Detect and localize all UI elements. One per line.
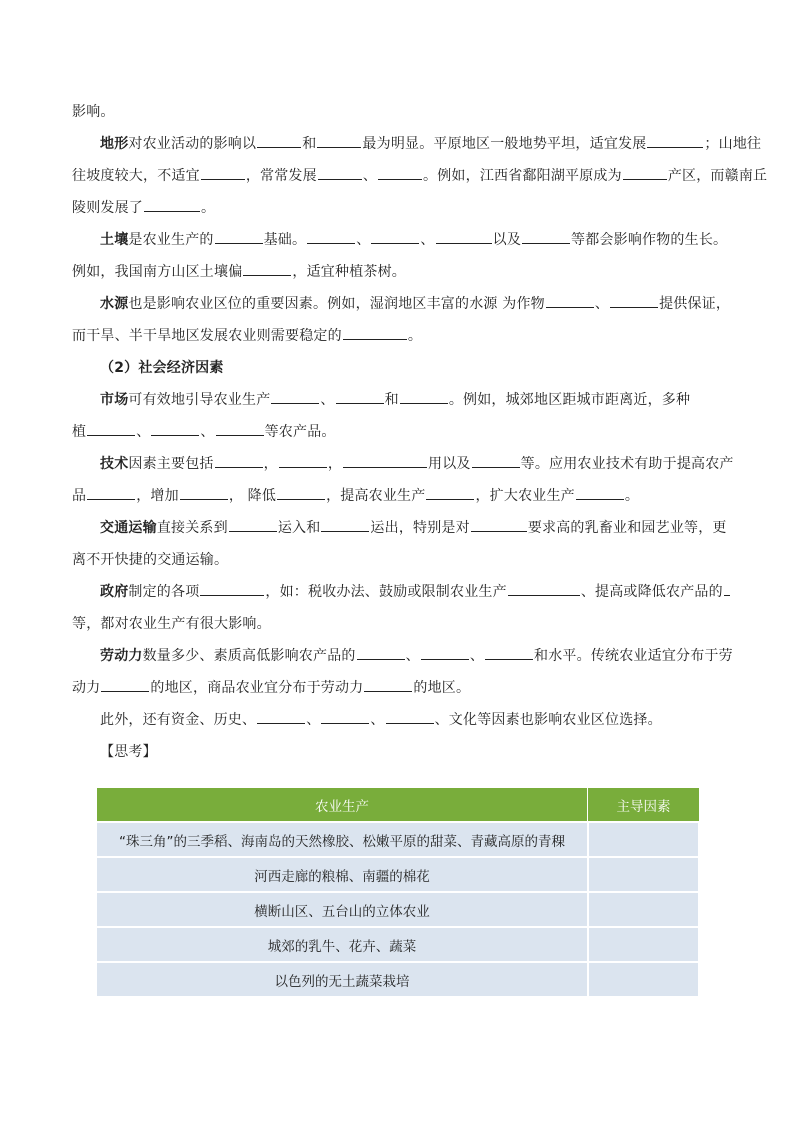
fill-in-blank[interactable] xyxy=(243,260,291,276)
keyword: 技术 xyxy=(100,456,129,472)
text-run: 要求高的乳畜业和园艺业等，更 xyxy=(527,520,727,536)
paragraph-line xyxy=(72,160,768,192)
fill-in-blank[interactable] xyxy=(421,644,469,660)
row-factor-cell[interactable] xyxy=(588,962,699,997)
fill-in-blank[interactable] xyxy=(386,708,434,724)
fill-in-blank[interactable] xyxy=(471,516,527,532)
text-run: 、文化等因素也影响农业区位选择。 xyxy=(434,712,662,728)
text-run: 是农业生产的 xyxy=(128,232,214,248)
text-run: ， xyxy=(263,456,278,472)
text-run: 、 xyxy=(594,296,610,312)
fill-in-blank[interactable] xyxy=(472,452,520,468)
header-agri-production: 农业生产 xyxy=(96,788,588,823)
row-factor-cell[interactable] xyxy=(588,892,699,927)
keyword: 水源 xyxy=(100,296,129,312)
text-body xyxy=(72,96,768,768)
header-dominant-factor: 主导因素 xyxy=(588,788,699,823)
text-run: 因素主要包括 xyxy=(128,456,214,472)
text-run: 、 xyxy=(356,232,371,248)
text-run: 基础。 xyxy=(263,232,307,248)
text-run: 数量多少、素质高低影响农产品的 xyxy=(142,648,356,664)
fill-in-blank[interactable] xyxy=(400,388,448,404)
fill-in-blank[interactable] xyxy=(364,676,412,692)
text-run: 离不开快捷的交通运输。 xyxy=(72,552,229,568)
fill-in-blank[interactable] xyxy=(436,228,492,244)
fill-in-blank[interactable] xyxy=(271,388,319,404)
fill-in-blank[interactable] xyxy=(317,132,361,148)
fill-in-blank[interactable] xyxy=(101,676,149,692)
keyword: 劳动力 xyxy=(100,648,143,664)
text-run: ；山地往 xyxy=(704,136,762,152)
text-run: 、 xyxy=(370,712,385,728)
text-run: 动力 xyxy=(72,680,101,696)
text-run: 提供保证， xyxy=(659,296,731,312)
fill-in-blank[interactable] xyxy=(229,516,277,532)
text-run: ，常常发展 xyxy=(245,168,317,184)
row-production-cell: 横断山区、五台山的立体农业 xyxy=(96,892,588,927)
text-run: ，增加 xyxy=(136,488,179,504)
text-run: ，扩大农业生产 xyxy=(475,488,575,504)
paragraph-line xyxy=(72,416,724,448)
text-run: 。 xyxy=(407,328,423,344)
fill-in-blank[interactable] xyxy=(215,228,263,244)
paragraph-line xyxy=(72,448,734,480)
text-run: 、 xyxy=(420,232,435,248)
fill-in-blank[interactable] xyxy=(201,164,245,180)
paragraph-line xyxy=(72,96,724,128)
paragraph-line xyxy=(72,512,727,544)
fill-in-blank[interactable] xyxy=(623,164,667,180)
paragraph-line xyxy=(72,480,724,512)
text-run: ， 降低 xyxy=(228,488,277,504)
text-run: 、 xyxy=(200,424,215,440)
fill-in-blank[interactable] xyxy=(144,196,200,212)
table-row xyxy=(96,892,699,927)
text-run: 运入和 xyxy=(277,520,321,536)
thinking-table xyxy=(95,787,700,998)
text-run: 、 xyxy=(306,712,321,728)
paragraph-line xyxy=(72,704,724,736)
text-run: 也是影响农业区位的重要因素。例如，湿润地区丰富的水源 为作物 xyxy=(128,296,545,312)
text-run: 、 xyxy=(320,392,335,408)
fill-in-blank[interactable] xyxy=(426,484,474,500)
text-run: 。 xyxy=(624,488,640,504)
text-run: 制定的各项 xyxy=(128,584,200,600)
text-run: ， xyxy=(327,456,343,472)
table-header-row xyxy=(96,788,699,823)
fill-in-blank[interactable] xyxy=(87,484,135,500)
text-run: 。例如，江西省鄱阳湖平原成为 xyxy=(423,168,622,184)
fill-in-blank[interactable] xyxy=(371,228,419,244)
text-run: 和水平。传统农业适宜分布于劳 xyxy=(534,648,733,664)
text-run: 品 xyxy=(72,488,87,504)
keyword: 土壤 xyxy=(100,232,129,248)
fill-in-blank[interactable] xyxy=(336,388,384,404)
text-run: 、 xyxy=(405,648,420,664)
fill-in-blank[interactable] xyxy=(321,516,369,532)
text-run: 【思考】 xyxy=(100,744,157,760)
paragraph-line xyxy=(72,128,762,160)
text-run: 对农业活动的影响以 xyxy=(128,136,257,152)
paragraph-line xyxy=(72,320,724,352)
text-run: 直接关系到 xyxy=(156,520,228,536)
paragraph-line xyxy=(72,640,733,672)
paragraph-line xyxy=(72,608,724,640)
fill-in-blank[interactable] xyxy=(522,228,570,244)
text-run: 等都会影响作物的生长。 xyxy=(571,232,728,248)
text-run: 和 xyxy=(302,136,317,152)
keyword: 政府 xyxy=(100,584,129,600)
text-run: 等农产品。 xyxy=(264,424,336,440)
text-run: 的地区，商品农业宜分布于劳动力 xyxy=(150,680,364,696)
paragraph-line xyxy=(72,352,724,384)
row-production-cell: 河西走廊的粮棉、南疆的棉花 xyxy=(96,857,588,892)
paragraph-line xyxy=(72,544,724,576)
fill-in-blank[interactable] xyxy=(200,580,264,596)
fill-in-blank[interactable] xyxy=(321,708,369,724)
text-run: 往坡度较大，不适宜 xyxy=(72,168,200,184)
fill-in-blank[interactable] xyxy=(87,420,135,436)
text-run: 以及 xyxy=(492,232,522,248)
paragraph-line xyxy=(72,672,724,704)
text-run: ，适宜种植茶树。 xyxy=(292,264,407,280)
row-production-cell: “珠三角”的三季稻、海南岛的天然橡胶、松嫩平原的甜菜、青藏高原的青稞 xyxy=(96,822,588,857)
table-row xyxy=(96,822,699,857)
text-run: 陵则发展了 xyxy=(72,200,143,216)
fill-in-blank[interactable] xyxy=(724,580,730,596)
paragraph-line xyxy=(72,224,728,256)
paragraph-line xyxy=(72,256,724,288)
text-run: 的地区。 xyxy=(413,680,471,696)
text-run: 、提高或降低农产品的 xyxy=(580,584,723,600)
paragraph-line xyxy=(72,288,731,320)
text-run: 。例如，城郊地区距城市距离近，多种 xyxy=(448,392,691,408)
text-run: 、 xyxy=(469,648,485,664)
text-run: 影响。 xyxy=(72,104,115,120)
table-row xyxy=(96,962,699,997)
row-production-cell: 以色列的无土蔬菜栽培 xyxy=(96,962,588,997)
text-run: 此外，还有资金、历史、 xyxy=(100,712,257,728)
paragraph-line xyxy=(72,576,724,608)
text-run: 。 xyxy=(201,200,216,216)
text-run: 用以及 xyxy=(428,456,471,472)
fill-in-blank[interactable] xyxy=(647,132,703,148)
text-run: 、 xyxy=(136,424,151,440)
text-run: 而干旱、半干旱地区发展农业则需要稳定的 xyxy=(72,328,342,344)
row-factor-cell[interactable] xyxy=(588,857,699,892)
fill-in-blank[interactable] xyxy=(215,452,263,468)
text-run: 可有效地引导农业生产 xyxy=(128,392,271,408)
fill-in-blank[interactable] xyxy=(485,644,533,660)
fill-in-blank[interactable] xyxy=(277,484,325,500)
text-run: 例如，我国南方山区土壤偏 xyxy=(72,264,243,280)
fill-in-blank[interactable] xyxy=(576,484,624,500)
text-run: 植 xyxy=(72,424,87,440)
fill-in-blank[interactable] xyxy=(610,292,658,308)
fill-in-blank[interactable] xyxy=(357,644,405,660)
text-run: 、 xyxy=(362,168,378,184)
keyword: 地形 xyxy=(100,136,129,152)
fill-in-blank[interactable] xyxy=(257,708,305,724)
keyword: （2）社会经济因素 xyxy=(100,360,224,376)
row-factor-cell[interactable] xyxy=(588,822,699,857)
row-production-cell: 城郊的乳牛、花卉、蔬菜 xyxy=(96,927,588,962)
text-run: 等，都对农业生产有很大影响。 xyxy=(72,616,271,632)
fill-in-blank[interactable] xyxy=(318,164,362,180)
fill-in-blank[interactable] xyxy=(151,420,199,436)
keyword: 市场 xyxy=(100,392,129,408)
text-run: 最为明显。平原地区一般地势平坦，适宜发展 xyxy=(362,136,647,152)
paragraph-line xyxy=(72,384,724,416)
text-run: 运出，特别是对 xyxy=(370,520,470,536)
table-row xyxy=(96,927,699,962)
table-row xyxy=(96,857,699,892)
fill-in-blank[interactable] xyxy=(378,164,422,180)
text-run: ，如：税收办法、鼓励或限制农业生产 xyxy=(265,584,507,600)
keyword: 交通运输 xyxy=(100,520,157,536)
fill-in-blank[interactable] xyxy=(508,580,580,596)
text-run: 产区，而赣南丘 xyxy=(667,168,768,184)
text-run: 和 xyxy=(384,392,399,408)
fill-in-blank[interactable] xyxy=(257,132,301,148)
fill-in-blank[interactable] xyxy=(343,324,407,340)
fill-in-blank[interactable] xyxy=(546,292,594,308)
text-run: ，提高农业生产 xyxy=(326,488,426,504)
paragraph-line xyxy=(72,736,724,768)
fill-in-blank[interactable] xyxy=(307,228,355,244)
row-factor-cell[interactable] xyxy=(588,927,699,962)
fill-in-blank[interactable] xyxy=(180,484,228,500)
text-run: 等。应用农业技术有助于提高农产 xyxy=(520,456,734,472)
paragraph-line xyxy=(72,192,724,224)
fill-in-blank[interactable] xyxy=(279,452,327,468)
fill-in-blank[interactable] xyxy=(343,452,427,468)
fill-in-blank[interactable] xyxy=(216,420,264,436)
